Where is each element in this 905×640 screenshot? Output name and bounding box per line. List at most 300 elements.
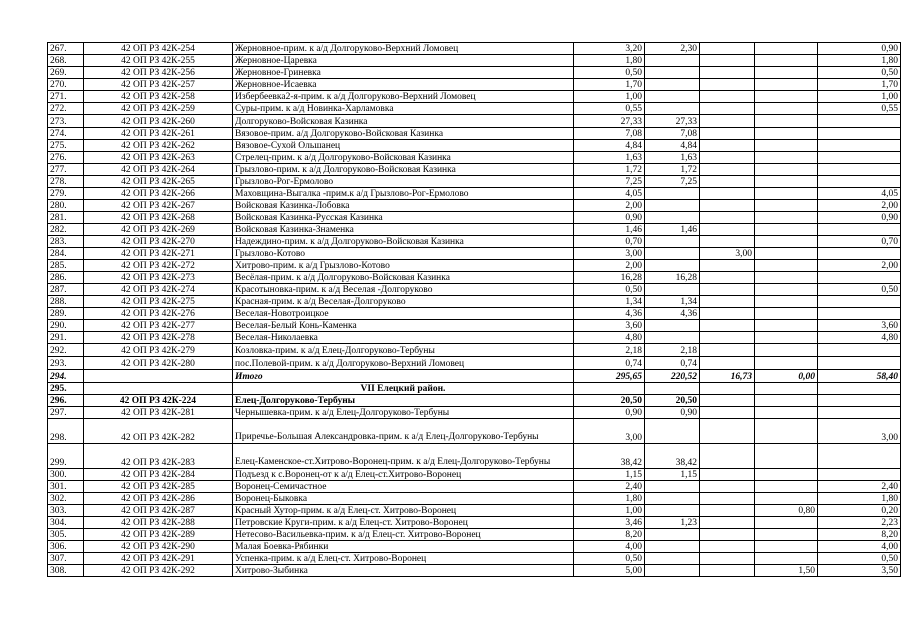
length-col3-cell — [755, 260, 818, 272]
road-name-cell: Веселая-Николаевка — [233, 332, 574, 344]
total-length-cell: 3,20 — [574, 43, 645, 55]
length-col3-cell — [755, 444, 818, 469]
table-row — [48, 296, 901, 308]
row-number-cell: 295. — [48, 383, 84, 395]
total-length-cell: 0,50 — [574, 553, 645, 565]
length-col1-cell: 1,34 — [645, 296, 700, 308]
road-code-cell: 42 ОП РЗ 42К-268 — [84, 212, 233, 224]
length-col4-cell — [818, 469, 901, 481]
road-name-cell: Суры-прим. к а/д Новинка-Харламовка — [233, 103, 574, 115]
table-row — [48, 248, 901, 260]
length-col4-cell: 3,00 — [818, 419, 901, 444]
length-col4-cell — [818, 128, 901, 140]
length-col4-cell: 0,50 — [818, 553, 901, 565]
road-name-cell: Нетесово-Васильевка-прим. к а/д Елец-ст. Хитрово-Воронец — [233, 529, 574, 541]
road-code-cell: 42 ОП РЗ 42К-267 — [84, 200, 233, 212]
table-row — [48, 115, 901, 128]
length-col2-cell — [700, 481, 755, 493]
road-name-cell: Весёлая-прим. к а/д Долгоруково-Войсковая Казинка — [233, 272, 574, 284]
row-number-cell: 281. — [48, 212, 84, 224]
length-col2-cell — [700, 91, 755, 103]
road-name-cell: Елец-Каменское-ст.Хитрово-Воронец-прим. к а/д Елец-Долгоруково-Тербуны — [233, 444, 574, 469]
length-col4-cell — [818, 296, 901, 308]
total-length-cell: 0,90 — [574, 212, 645, 224]
road-code-cell: 42 ОП РЗ 42К-291 — [84, 553, 233, 565]
road-code-cell: 42 ОП РЗ 42К-261 — [84, 128, 233, 140]
length-col1-cell — [645, 320, 700, 332]
table-row — [48, 444, 901, 469]
table-row — [48, 188, 901, 200]
row-number-cell: 279. — [48, 188, 84, 200]
road-name-cell: Жерновное-Царевка — [233, 55, 574, 67]
length-col4-cell — [818, 152, 901, 164]
length-col3-cell — [755, 164, 818, 176]
road-name-cell: Стрелец-прим. к а/д Долгоруково-Войсковая Казинка — [233, 152, 574, 164]
road-code-cell: 42 ОП РЗ 42К-254 — [84, 43, 233, 55]
road-code-cell: 42 ОП РЗ 42К-257 — [84, 79, 233, 91]
length-col4-cell: 0,90 — [818, 43, 901, 55]
road-name-cell: Малая Боевка-Рябинки — [233, 541, 574, 553]
road-code-cell: 42 ОП РЗ 42К-277 — [84, 320, 233, 332]
road-code-cell: 42 ОП РЗ 42К-282 — [84, 419, 233, 444]
road-code-cell: 42 ОП РЗ 42К-266 — [84, 188, 233, 200]
road-name-cell: Жерновное-прим. к а/д Долгоруково-Верхний Ломовец — [233, 43, 574, 55]
length-col4-cell — [818, 444, 901, 469]
total-length-cell: 2,00 — [574, 260, 645, 272]
table-row — [48, 344, 901, 357]
length-col3-cell — [755, 79, 818, 91]
length-col1-cell: 4,36 — [645, 308, 700, 320]
length-col1-cell: 2,18 — [645, 344, 700, 357]
length-col2-cell — [700, 79, 755, 91]
length-col1-cell — [645, 529, 700, 541]
row-number-cell: 283. — [48, 236, 84, 248]
road-name-cell: Хитрово-прим. к а/д Грызлово-Котово — [233, 260, 574, 272]
road-code-cell: 42 ОП РЗ 42К-278 — [84, 332, 233, 344]
road-code-cell: 42 ОП РЗ 42К-284 — [84, 469, 233, 481]
total-length-cell: 1,46 — [574, 224, 645, 236]
row-number-cell: 280. — [48, 200, 84, 212]
table-row — [48, 517, 901, 529]
length-col1-cell — [645, 481, 700, 493]
total-length-cell: 295,65 — [574, 370, 645, 383]
total-length-cell: 3,60 — [574, 320, 645, 332]
length-col1-cell — [645, 260, 700, 272]
row-number-cell: 277. — [48, 164, 84, 176]
road-name-cell: Приречье-Большая Александровка-прим. к а/д Елец-Долгоруково-Тербуны — [233, 419, 574, 444]
total-length-cell: 3,00 — [574, 248, 645, 260]
length-col3-cell — [755, 128, 818, 140]
length-col3-cell — [755, 43, 818, 55]
length-col3-cell — [755, 395, 818, 407]
road-code-cell: 42 ОП РЗ 42К-279 — [84, 344, 233, 357]
table-row — [48, 332, 901, 344]
length-col2-cell — [700, 407, 755, 419]
length-col2-cell — [700, 43, 755, 55]
length-col1-cell: 7,25 — [645, 176, 700, 188]
length-col3-cell — [755, 517, 818, 529]
row-number-cell: 286. — [48, 272, 84, 284]
length-col1-cell — [645, 67, 700, 79]
road-code-cell: 42 ОП РЗ 42К-258 — [84, 91, 233, 103]
road-name-cell: Жерновное-Гриневка — [233, 67, 574, 79]
row-number-cell: 298. — [48, 419, 84, 444]
table-row — [48, 200, 901, 212]
table-row — [48, 469, 901, 481]
table-row — [48, 55, 901, 67]
length-col1-cell: 1,63 — [645, 152, 700, 164]
length-col2-cell — [700, 260, 755, 272]
row-number-cell: 302. — [48, 493, 84, 505]
length-col3-cell — [755, 407, 818, 419]
length-col2-cell — [700, 140, 755, 152]
length-col3-cell — [755, 284, 818, 296]
row-number-cell: 285. — [48, 260, 84, 272]
length-col4-cell: 2,00 — [818, 200, 901, 212]
table-row — [48, 529, 901, 541]
length-col2-cell — [700, 493, 755, 505]
length-col4-cell — [818, 308, 901, 320]
length-col3-cell: 1,50 — [755, 565, 818, 577]
table-row — [48, 493, 901, 505]
table-row — [48, 260, 901, 272]
row-number-cell: 288. — [48, 296, 84, 308]
road-code-cell: 42 ОП РЗ 42К-272 — [84, 260, 233, 272]
length-col3-cell — [755, 296, 818, 308]
length-col1-cell: 16,28 — [645, 272, 700, 284]
length-col2-cell — [700, 200, 755, 212]
length-col3-cell — [755, 469, 818, 481]
row-number-cell: 291. — [48, 332, 84, 344]
row-number-cell: 287. — [48, 284, 84, 296]
length-col2-cell — [700, 164, 755, 176]
row-number-cell: 294. — [48, 370, 84, 383]
total-length-cell: 16,28 — [574, 272, 645, 284]
length-col1-cell: 7,08 — [645, 128, 700, 140]
length-col3-cell — [755, 67, 818, 79]
road-code-cell: 42 ОП РЗ 42К-280 — [84, 357, 233, 370]
length-col1-cell: 4,84 — [645, 140, 700, 152]
length-col1-cell — [645, 79, 700, 91]
length-col1-cell — [645, 212, 700, 224]
road-name-cell: Жерновное-Исаевка — [233, 79, 574, 91]
length-col4-cell: 2,40 — [818, 481, 901, 493]
length-col4-cell — [818, 357, 901, 370]
table-row — [48, 236, 901, 248]
table-row — [48, 320, 901, 332]
length-col4-cell — [818, 344, 901, 357]
road-name-cell: Войсковая Казинка-Лобовка — [233, 200, 574, 212]
length-col3-cell — [755, 419, 818, 444]
length-col2-cell — [700, 529, 755, 541]
road-name-cell: Надеждино-прим. к а/д Долгоруково-Войсковая Казинка — [233, 236, 574, 248]
road-name-cell: Петровские Круги-прим. к а/д Елец-ст. Хитрово-Воронец — [233, 517, 574, 529]
length-col2-cell — [700, 505, 755, 517]
total-length-cell: 0,50 — [574, 67, 645, 79]
length-col3-cell — [755, 91, 818, 103]
length-col1-cell — [645, 541, 700, 553]
total-length-cell: 2,40 — [574, 481, 645, 493]
length-col2-cell — [700, 357, 755, 370]
length-col2-cell — [700, 517, 755, 529]
length-col2-cell — [700, 103, 755, 115]
total-length-cell: 7,25 — [574, 176, 645, 188]
length-col2-cell — [700, 444, 755, 469]
road-code-cell — [84, 370, 233, 383]
length-col2-cell — [700, 419, 755, 444]
road-name-cell: Красотыновка-прим. к а/д Веселая -Долгоруково — [233, 284, 574, 296]
length-col4-cell — [818, 140, 901, 152]
row-number-cell: 301. — [48, 481, 84, 493]
length-col4-cell — [818, 407, 901, 419]
length-col4-cell: 3,60 — [818, 320, 901, 332]
total-length-cell: 0,55 — [574, 103, 645, 115]
length-col3-cell — [755, 188, 818, 200]
road-name-cell: Хитрово-Зыбинка — [233, 565, 574, 577]
length-col3-cell — [755, 493, 818, 505]
road-code-cell: 42 ОП РЗ 42К-289 — [84, 529, 233, 541]
road-name-cell: Грызлово-Котово — [233, 248, 574, 260]
total-length-cell: 1,15 — [574, 469, 645, 481]
total-length-cell: 27,33 — [574, 115, 645, 128]
length-col4-cell: 1,70 — [818, 79, 901, 91]
length-col1-cell: 20,50 — [645, 395, 700, 407]
total-length-cell: 0,70 — [574, 236, 645, 248]
road-code-cell: 42 ОП РЗ 42К-287 — [84, 505, 233, 517]
road-code-cell: 42 ОП РЗ 42К-286 — [84, 493, 233, 505]
table-row — [48, 284, 901, 296]
total-length-cell: 20,50 — [574, 395, 645, 407]
length-col3-cell — [755, 357, 818, 370]
road-name-cell: Маховщина-Выгалка -прим.к а/д Грызлово-Рог-Ермолово — [233, 188, 574, 200]
length-col2-cell — [700, 55, 755, 67]
road-name-cell: Войсковая Казинка-Русская Казинка — [233, 212, 574, 224]
length-col2-cell — [700, 176, 755, 188]
table-row — [48, 212, 901, 224]
length-col3-cell — [755, 308, 818, 320]
row-number-cell: 275. — [48, 140, 84, 152]
length-col4-cell: 4,05 — [818, 188, 901, 200]
length-col2-cell — [700, 308, 755, 320]
road-name-cell: Веселая-Новотроицкое — [233, 308, 574, 320]
row-number-cell: 276. — [48, 152, 84, 164]
row-number-cell: 289. — [48, 308, 84, 320]
length-col2-cell: 3,00 — [700, 248, 755, 260]
length-col1-cell — [645, 248, 700, 260]
length-col4-cell: 4,00 — [818, 541, 901, 553]
road-code-cell: 42 ОП РЗ 42К-283 — [84, 444, 233, 469]
total-length-cell: 0,50 — [574, 284, 645, 296]
length-col2-cell — [700, 188, 755, 200]
row-number-cell: 299. — [48, 444, 84, 469]
total-length-cell: 0,90 — [574, 407, 645, 419]
length-col3-cell — [755, 212, 818, 224]
row-number-cell: 268. — [48, 55, 84, 67]
length-col3-cell: 0,80 — [755, 505, 818, 517]
table-row — [48, 67, 901, 79]
length-col2-cell — [700, 395, 755, 407]
total-length-cell: 1,70 — [574, 79, 645, 91]
length-col3-cell — [755, 200, 818, 212]
road-code-cell: 42 ОП РЗ 42К-275 — [84, 296, 233, 308]
road-name-cell: Веселая-Белый Конь-Каменка — [233, 320, 574, 332]
length-col3-cell: 0,00 — [755, 370, 818, 383]
total-length-cell: 2,00 — [574, 200, 645, 212]
length-col4-cell: 4,80 — [818, 332, 901, 344]
road-code-cell: 42 ОП РЗ 42К-288 — [84, 517, 233, 529]
length-col4-cell: 0,20 — [818, 505, 901, 517]
total-length-cell — [574, 383, 645, 395]
total-length-cell: 38,42 — [574, 444, 645, 469]
road-code-cell — [84, 383, 233, 395]
length-col2-cell — [700, 128, 755, 140]
road-code-cell: 42 ОП РЗ 42К-292 — [84, 565, 233, 577]
row-number-cell: 297. — [48, 407, 84, 419]
table-row — [48, 79, 901, 91]
road-name-cell: Грызлово-прим. к а/д Долгоруково-Войсковая Казинка — [233, 164, 574, 176]
road-code-cell: 42 ОП РЗ 42К-265 — [84, 176, 233, 188]
total-length-cell: 1,34 — [574, 296, 645, 308]
length-col4-cell: 0,50 — [818, 67, 901, 79]
length-col3-cell — [755, 272, 818, 284]
length-col1-cell — [645, 419, 700, 444]
road-name-cell: Красный Хутор-прим. к а/д Елец-ст. Хитрово-Воронец — [233, 505, 574, 517]
length-col1-cell: 220,52 — [645, 370, 700, 383]
total-length-cell: 1,63 — [574, 152, 645, 164]
length-col3-cell — [755, 481, 818, 493]
road-name-cell: Подъезд к с.Воронец-от к а/д Елец-ст.Хитрово-Воронец — [233, 469, 574, 481]
road-name-cell: Грызлово-Рог-Ермолово — [233, 176, 574, 188]
total-length-cell: 5,00 — [574, 565, 645, 577]
length-col2-cell — [700, 469, 755, 481]
table-row — [48, 91, 901, 103]
length-col1-cell — [645, 188, 700, 200]
total-length-cell: 8,20 — [574, 529, 645, 541]
length-col3-cell — [755, 224, 818, 236]
table-row — [48, 407, 901, 419]
length-col2-cell — [700, 67, 755, 79]
table-row — [48, 103, 901, 115]
table-row — [48, 541, 901, 553]
length-col4-cell: 2,23 — [818, 517, 901, 529]
table-row — [48, 224, 901, 236]
road-code-cell: 42 ОП РЗ 42К-271 — [84, 248, 233, 260]
table-row — [48, 505, 901, 517]
table-row — [48, 152, 901, 164]
length-col2-cell — [700, 115, 755, 128]
total-length-cell: 3,46 — [574, 517, 645, 529]
road-code-cell: 42 ОП РЗ 42К-264 — [84, 164, 233, 176]
table-row — [48, 176, 901, 188]
road-code-cell: 42 ОП РЗ 42К-269 — [84, 224, 233, 236]
total-length-cell: 0,74 — [574, 357, 645, 370]
row-number-cell: 306. — [48, 541, 84, 553]
length-col3-cell — [755, 344, 818, 357]
length-col1-cell: 27,33 — [645, 115, 700, 128]
row-number-cell: 304. — [48, 517, 84, 529]
row-number-cell: 290. — [48, 320, 84, 332]
table-body — [48, 43, 901, 577]
road-name-cell: Чернышевка-прим. к а/д Елец-Долгоруково-Тербуны — [233, 407, 574, 419]
length-col4-cell: 1,80 — [818, 55, 901, 67]
length-col4-cell — [818, 115, 901, 128]
length-col2-cell — [700, 296, 755, 308]
length-col3-cell — [755, 541, 818, 553]
row-number-cell: 305. — [48, 529, 84, 541]
length-col4-cell: 1,00 — [818, 91, 901, 103]
road-name-cell: Воронец-Быковка — [233, 493, 574, 505]
table-row — [48, 481, 901, 493]
total-length-cell: 4,80 — [574, 332, 645, 344]
length-col2-cell — [700, 565, 755, 577]
length-col3-cell — [755, 236, 818, 248]
length-col2-cell — [700, 541, 755, 553]
road-name-cell: Избербеевка2-я-прим. к а/д Долгоруково-Верхний Ломовец — [233, 91, 574, 103]
length-col1-cell: 38,42 — [645, 444, 700, 469]
table-row — [48, 140, 901, 152]
table-row — [48, 357, 901, 370]
length-col3-cell — [755, 248, 818, 260]
length-col1-cell — [645, 383, 700, 395]
length-col2-cell — [700, 553, 755, 565]
length-col3-cell — [755, 383, 818, 395]
row-number-cell: 284. — [48, 248, 84, 260]
total-length-cell: 2,18 — [574, 344, 645, 357]
table-row — [48, 308, 901, 320]
length-col4-cell: 8,20 — [818, 529, 901, 541]
length-col3-cell — [755, 140, 818, 152]
length-col2-cell — [700, 344, 755, 357]
length-col1-cell — [645, 505, 700, 517]
row-number-cell: 300. — [48, 469, 84, 481]
road-name-cell: Итого — [233, 370, 574, 383]
row-number-cell: 272. — [48, 103, 84, 115]
length-col2-cell — [700, 272, 755, 284]
row-number-cell: 308. — [48, 565, 84, 577]
row-number-cell: 303. — [48, 505, 84, 517]
table-row — [48, 383, 901, 395]
length-col1-cell: 1,72 — [645, 164, 700, 176]
length-col2-cell — [700, 332, 755, 344]
length-col1-cell: 0,90 — [645, 407, 700, 419]
length-col3-cell — [755, 553, 818, 565]
length-col4-cell — [818, 164, 901, 176]
table-row — [48, 43, 901, 55]
length-col2-cell — [700, 212, 755, 224]
table-row — [48, 565, 901, 577]
total-length-cell: 7,08 — [574, 128, 645, 140]
road-code-cell: 42 ОП РЗ 42К-224 — [84, 395, 233, 407]
row-number-cell: 270. — [48, 79, 84, 91]
road-name-cell: пос.Полевой-прим. к а/д Долгоруково-Верхний Ломовец — [233, 357, 574, 370]
length-col4-cell: 1,80 — [818, 493, 901, 505]
length-col4-cell: 2,00 — [818, 260, 901, 272]
length-col1-cell — [645, 91, 700, 103]
road-code-cell: 42 ОП РЗ 42К-256 — [84, 67, 233, 79]
length-col4-cell: 3,50 — [818, 565, 901, 577]
length-col4-cell: 0,55 — [818, 103, 901, 115]
length-col4-cell — [818, 248, 901, 260]
road-code-cell: 42 ОП РЗ 42К-270 — [84, 236, 233, 248]
total-length-cell: 1,00 — [574, 91, 645, 103]
length-col3-cell — [755, 115, 818, 128]
length-col2-cell — [700, 236, 755, 248]
length-col4-cell — [818, 176, 901, 188]
road-name-cell: VII Елецкий район. — [233, 383, 574, 395]
table-row — [48, 128, 901, 140]
total-length-cell: 4,36 — [574, 308, 645, 320]
length-col3-cell — [755, 176, 818, 188]
